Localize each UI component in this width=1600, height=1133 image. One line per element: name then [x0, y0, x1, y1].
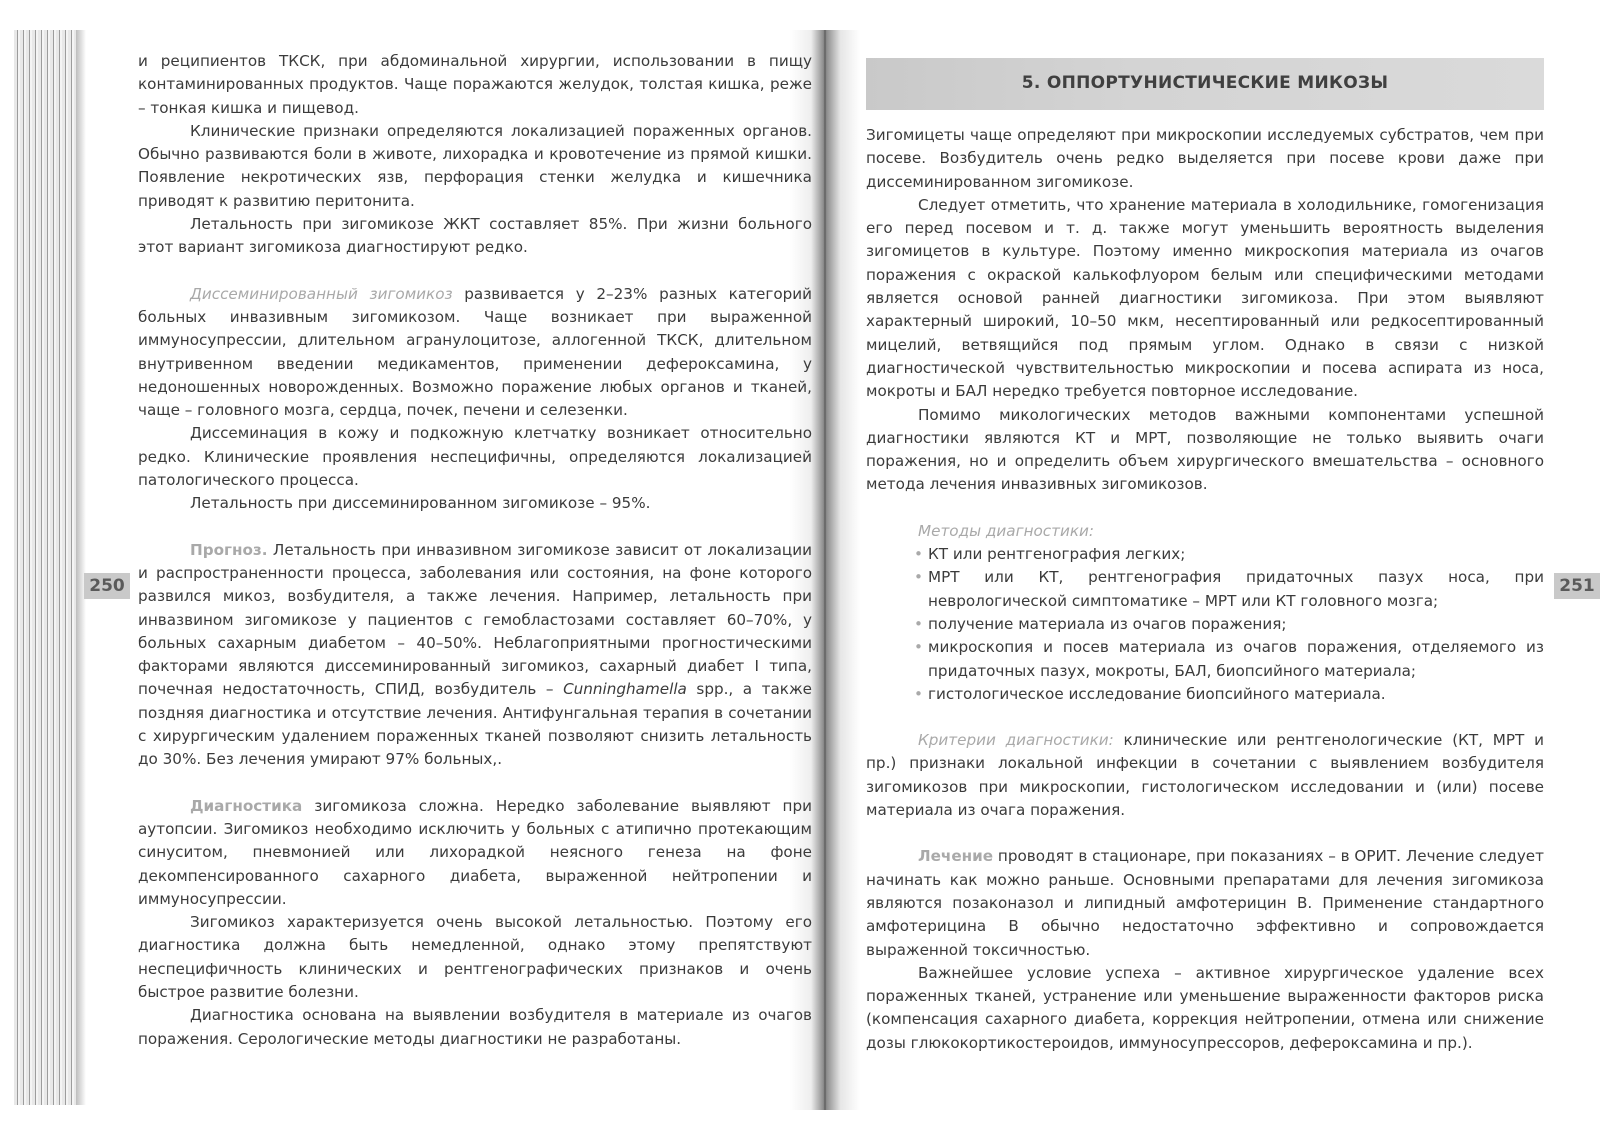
paragraph: и реципиентов ТКСК, при абдоминальной хирургии, использовании в пищу контаминированных продуктов. Чаще поражаются желудок, толстая кишка, реже – тонкая кишка и пищевод.: [138, 52, 812, 117]
heading-treatment: Лечение: [918, 847, 994, 866]
paragraph: Диссеминация в кожу и подкожную клетчатку возникает относительно редко. Клинические проявления неспецифичны, определяются локализацией патологического процесса.: [138, 424, 812, 490]
paragraph: Клинические признаки определяются локализацией пораженных органов. Обычно развиваются боли в животе, лихорадка и кровотечение из прямой кишки. Появление некротических язв, перфорация стенки желудка и кишечника приводят к развитию перитонита.: [138, 121, 812, 210]
heading-prognosis: Прогноз.: [190, 540, 268, 559]
chapter-header: 5. ОППОРТУНИСТИЧЕСКИЕ МИКОЗЫ: [866, 58, 1544, 110]
paragraph-prognosis: Прогноз. Летальность при инвазивном зигомикозе зависит от локализации и распространенности процесса, заболевания или состояния, на фоне которого развился микоз, возбудителя, а также лечения. Например, летальность при инвазвином зигомикозе у пациентов с гемобластозами составляет 60–70%, у больных сахарным диабетом – 40–50%. Неблагоприятными прогностическими факторами являются диссеминированный зигомикоз, сахарный диабет I типа, почечная недостаточность, СПИД, возбудитель – Cunninghamella spp., а также поздняя диагностика и отсутствие лечения. Антифунгальная терапия в сочетании с хирургическим удалением пораженных тканей позволяют снизить летальность до 30%. Без лечения умирают 97% больных,.: [138, 540, 813, 769]
paragraph: Зигомицеты чаще определяют при микроскопии исследуемых субстратов, чем при посеве. Возбудитель очень редко выделяется при посеве крови даже при диссеминированном зигомикозе.: [866, 126, 1544, 191]
paragraph: Летальность при зигомикозе ЖКТ составляет 85%. При жизни больного этот вариант зигомикоза диагностируют редко.: [138, 215, 812, 257]
paragraph: Зигомикоз характеризуется очень высокой летальностью. Поэтому его диагностика должна быть немедленной, однако этому препятствуют неспецифичность клинических и рентгенографических признаков и очень быстрое развитие болезни.: [138, 913, 812, 1001]
list-item: • МРТ или КТ, рентгенография придаточных пазух носа, при неврологической симптоматике – МРТ или КТ головного мозга;: [914, 566, 1544, 613]
page-edges: [14, 30, 76, 1105]
page-edges-shade: [76, 30, 86, 1105]
paragraph: Диагностика основана на выявлении возбудителя в материале из очагов поражения. Серологические методы диагностики не разработаны.: [138, 1006, 812, 1048]
paragraph-disseminated: Диссеминированный зигомикоз развивается у 2–23% разных категорий больных инвазивным зигомикозом. Чаще возникает при выраженной иммуносупрессии, длительном агранулоцитозе, аллогенной ТКСК, длительном внутривенном введении медикаментов, применении дефероксамина, у недоношенных новорожденных. Возможно поражение любых органов и тканей, чаще – головного мозга, сердца, почек, печени и селезенки.: [138, 284, 812, 420]
paragraph-diagnostics: Диагностика зигомикоза сложна. Нередко заболевание выявляют при аутопсии. Зигомикоз необходимо исключить у больных с атипично протекающим синуситом, пневмонией или лихорадкой неясного генеза на фоне декомпенсированного сахарного диабета, выраженной нейтропении и иммуносупрессии.: [138, 796, 812, 908]
paragraph-treatment: Лечение проводят в стационаре, при показаниях – в ОРИТ. Лечение следует начинать как можно раньше. Основными препаратами для лечения зигомикоза являются позаконазол и липидный амфотерицин В. Применение стандартного амфотерицина В обычно недостаточно эффективно и сопровождается выраженной токсичностью.: [866, 847, 1544, 959]
list-item: • КТ или рентгенография легких;: [914, 543, 1544, 566]
paragraph: Важнейшее условие успеха – активное хирургическое удаление всех пораженных тканей, устранение или уменьшение выраженности факторов риска (компенсация сахарного диабета, коррекция нейтропении, отмена или снижение дозы глюкокортикостероидов, иммуносупрессоров, дефероксамина и пр.).: [866, 963, 1544, 1052]
page-number-left: 250: [84, 573, 130, 599]
list-item: • микроскопия и посев материала из очагов поражения, отделяемого из придаточных пазух, мокроты, БАЛ, биопсийного материала;: [914, 636, 1544, 683]
heading-diagnostics: Диагностика: [190, 796, 303, 815]
paragraph: Помимо микологических методов важными компонентами успешной диагностики являются КТ и МРТ, позволяющие не только выявить очаги поражения, но и определить объем хирургического вмешательства – основного метода лечения инвазивных зигомикозов.: [866, 405, 1544, 494]
list-item: • гистологическое исследование биопсийного материала.: [914, 683, 1544, 706]
methods-list: [866, 543, 1544, 706]
heading-criteria: Критерии диагностики:: [918, 731, 1114, 750]
term-disseminated: Диссеминированный зигомикоз: [190, 284, 453, 303]
top-margin: [86, 0, 1600, 30]
left-page: [138, 50, 812, 1051]
list-item: • получение материала из очагов поражения;: [914, 613, 1544, 636]
page-number-right: 251: [1554, 573, 1600, 599]
paragraph: Следует отметить, что хранение материала в холодильнике, гомогенизация его перед посевом и т. д. также могут уменьшить вероятность выделения зигомицетов в культуре. Поэтому именно микроскопия материала из очагов поражения с окраской калькофлуором белым или специфическими методами является основой ранней диагностики зигомикоза. При этом выявляют характерный широкий, 10–50 мкм, несептированный или редкосептированный мицелий, ветвящийся под прямым углом. Однако в связи с низкой диагностической чувствительностью микроскопии и посева аспирата из носа, мокроты и БАЛ нередко требуется повторное исследование.: [866, 195, 1544, 401]
paragraph: Летальность при диссеминированном зигомикозе – 95%.: [190, 494, 651, 513]
heading-methods: Методы диагностики:: [918, 521, 1095, 540]
right-page: [866, 58, 1544, 1055]
paragraph-criteria: Критерии диагностики: клинические или рентгенологические (КТ, МРТ и пр.) признаки локальной инфекции в сочетании с выявлением возбудителя зигомикозов при микроскопии, гистологическом исследовании и (или) посеве материала из очага поражения.: [866, 731, 1544, 820]
